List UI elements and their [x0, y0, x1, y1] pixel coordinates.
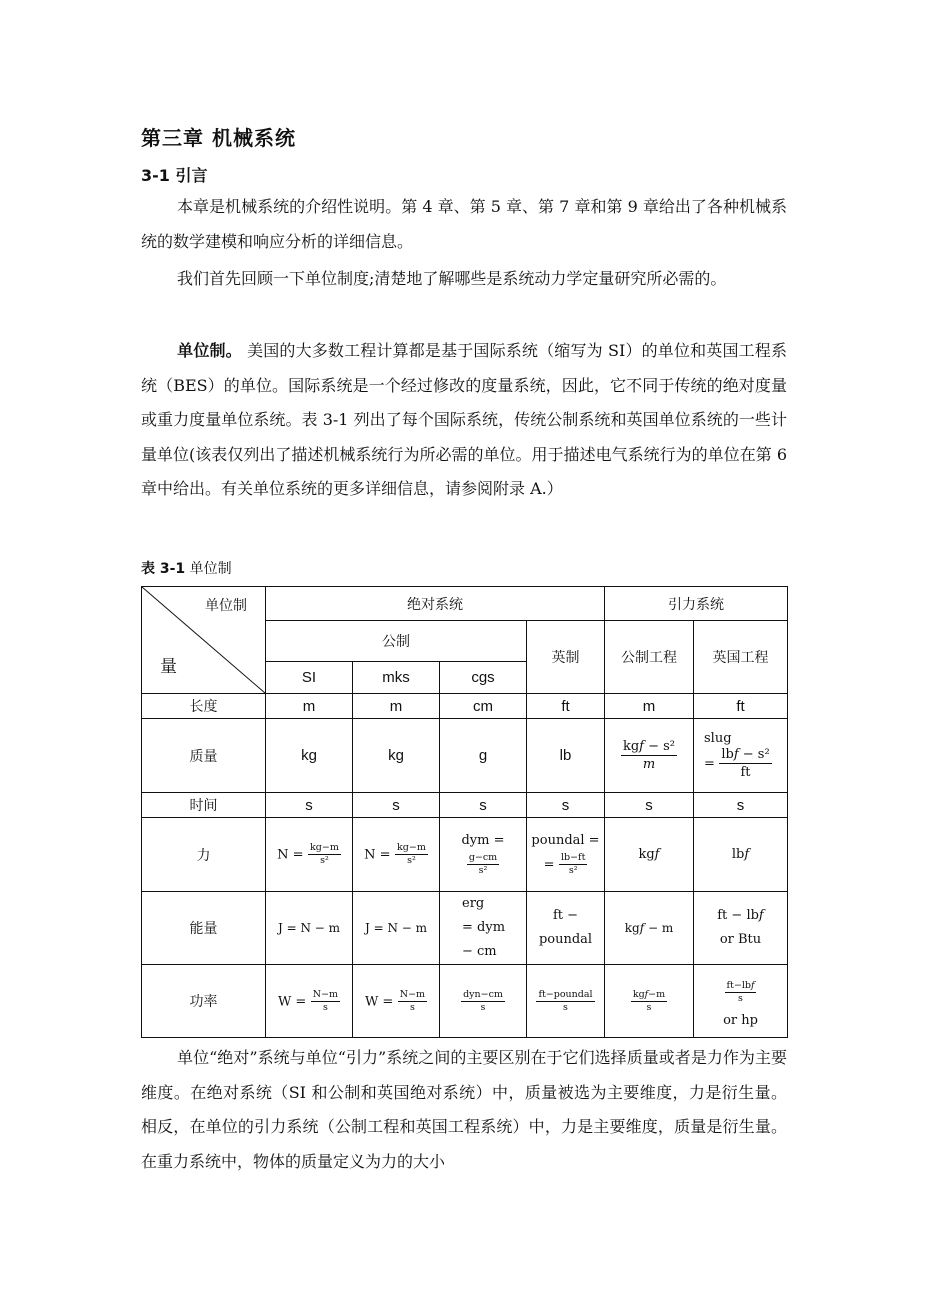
table-row: 质量 kg kg g lb $\frac{\text{kg𝑓 − s²}}{\text{𝑚}}$ slug = $\frac{\text{lb𝑓 − s²}}{ft}$	[142, 719, 788, 793]
header-british-eng: 英国工程	[694, 621, 788, 694]
table-row: 能量 J = N − m J = N − m erg = dym − cm ft − poundal kg𝑓 − m ft − lb𝑓 or Btu	[142, 892, 788, 965]
header-metric: 公制	[266, 621, 527, 662]
paragraph-lead: 单位制。	[177, 341, 242, 360]
header-cgs: cgs	[440, 662, 527, 694]
header-si: SI	[266, 662, 353, 694]
table-row: 功率 W = $\frac{N-m}{s}$ W = $\frac{N-m}{s}$ $\frac{\text{dyn−cm}}{s}$ $\frac{\text{ft−poundal}}{s}$ $\frac{\text{kg𝑓−m}}{s}$ $\frac{\text{ft−lb𝑓}}{s}$ or hp	[142, 965, 788, 1038]
corner-quantity-label: 量	[160, 657, 177, 677]
table-caption: 表 3-1 单位制	[141, 561, 232, 577]
table-corner	[142, 587, 266, 694]
table-row: 时间 s s s s s s	[142, 793, 788, 818]
chapter-title: 第三章 机械系统	[141, 126, 296, 150]
paragraph-absolute-vs-gravitational: 单位“绝对”系统与单位“引力”系统之间的主要区别在于它们选择质量或者是力作为主要维度。在绝对系统（SI 和公制和英国绝对系统）中，质量被选为主要维度，力是衍生量。相反，在单位的引力系统（公制工程和英国工程系统）中，力是主要维度，质量是衍生量。在重力系统中，物体的质量定义为力的大小	[141, 1048, 787, 1171]
header-british: 英制	[527, 621, 605, 694]
paragraph-intro: 本章是机械系统的介绍性说明。第 4 章、第 5 章、第 7 章和第 9 章给出了各种机械系统的数学建模和响应分析的详细信息。	[141, 197, 787, 251]
units-table	[141, 586, 788, 1038]
paragraph-review: 我们首先回顾一下单位制度;清楚地了解哪些是系统动力学定量研究所必需的。	[177, 269, 727, 288]
table-row: 长度 m m cm ft m ft	[142, 694, 788, 719]
section-title: 3-1 引言	[141, 166, 208, 185]
header-mks: mks	[353, 662, 440, 694]
paragraph-units: 单位制。 美国的大多数工程计算都是基于国际系统（缩写为 SI）的单位和英国工程系统（BES）的单位。国际系统是一个经过修改的度量系统，因此，它不同于传统的绝对度量或重力度量单位系统。表 3-1 列出了每个国际系统，传统公制系统和英国单位系统的一些计量单位(该表仅列出了描述机械系统行为所必需的单位。用于描述电气系统行为的单位在第 6 章中给出。有关单位系统的更多详细信息，请参阅附录 A.）	[141, 341, 787, 498]
header-gravitational: 引力系统	[605, 587, 788, 621]
table-row: 力 N = $\frac{kg-m}{\text{s²}}$ N = $\frac{kg-m}{\text{s²}}$ dym = $\frac{g-cm}{\text{s²}}$ poundal = = $\frac{lb-ft}{\text{s²}}$ kg𝑓 lb𝑓	[142, 818, 788, 892]
corner-unit-label: 单位制	[205, 598, 247, 614]
header-metric-eng: 公制工程	[605, 621, 694, 694]
header-absolute: 绝对系统	[266, 587, 605, 621]
